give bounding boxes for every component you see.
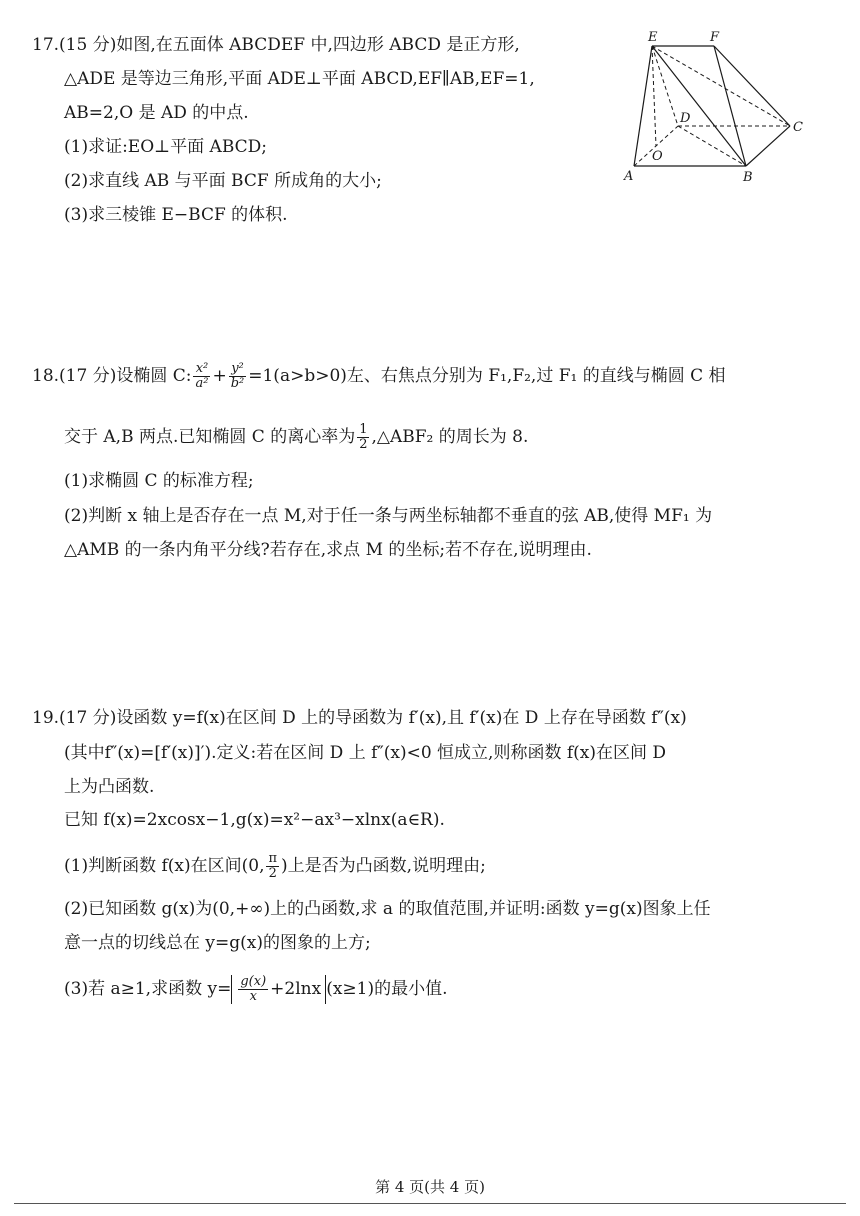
frac-pi-2: $\frac{\pi}{2}$ — [268, 851, 278, 881]
q19-line1: 19.(17 分)设函数 y=f(x)在区间 D 上的导函数为 f′(x),且 f′(x)在 D 上存在导函数 f″(x) — [32, 708, 687, 728]
q19-line4: 已知 f(x)=2xcosx−1,g(x)=x²−ax³−xlnx(a∈R). — [64, 810, 445, 830]
label-O: O — [652, 149, 663, 164]
label-B: B — [743, 170, 753, 185]
q19-line3: 上为凸函数. — [64, 777, 155, 797]
page-footer: 第 4 页(共 4 页) — [375, 1178, 485, 1196]
q18-line2: 交于 A,B 两点.已知椭圆 C 的离心率为 $\frac{1}{2}$ ,△ABF₂ 的周长为 8. — [64, 422, 529, 452]
label-E: E — [648, 30, 658, 45]
q17-part1: (1)求证:EO⊥平面 ABCD; — [64, 137, 267, 157]
q17-line3: AB=2,O 是 AD 的中点. — [64, 103, 249, 123]
q18-head: 18.(17 分)设椭圆 C: $\frac{\text{x²}}{\text{a²}}$ + $\frac{\text{y²}}{\text{b²}}$ =1(a>b>0)左、右焦点分别为 F₁,F₂,过 F₁ 的直线与椭圆 C 相 — [32, 361, 726, 391]
q19-part2-a: (2)已知函数 g(x)为(0,+∞)上的凸函数,求 a 的取值范围,并证明:函数 y=g(x)图象上任 — [64, 899, 711, 919]
label-D: D — [680, 111, 691, 126]
footer-divider — [14, 1203, 846, 1204]
q18-part2-a: (2)判断 x 轴上是否存在一点 M,对于任一条与两坐标轴都不垂直的弦 AB,使得 MF₁ 为 — [64, 506, 713, 526]
pentahedron-figure — [622, 28, 812, 188]
q17-head: 17.(15 分)如图,在五面体 ABCDEF 中,四边形 ABCD 是正方形, — [32, 35, 520, 55]
q18-part1: (1)求椭圆 C 的标准方程; — [64, 471, 254, 491]
label-F: F — [710, 30, 720, 45]
frac-y2-b2: $\frac{\text{y²}}{\text{b²}}$ — [230, 361, 245, 391]
frac-gx-x: $\frac{g(x)}{x}$ — [240, 974, 267, 1004]
frac-one-half: $\frac{1}{2}$ — [359, 422, 368, 452]
q17-part2: (2)求直线 AB 与平面 BCF 所成角的大小; — [64, 171, 382, 191]
label-A: A — [624, 169, 634, 184]
absolute-value-expression: $\frac{g(x)}{x}$ +2lnx — [231, 975, 326, 1004]
q17-part3: (3)求三棱锥 E−BCF 的体积. — [64, 205, 288, 225]
q19-part3: (3)若 a≥1,求函数 y= $\frac{g(x)}{x}$ +2lnx (x≥1)的最小值. — [64, 974, 448, 1004]
q19-part2-b: 意一点的切线总在 y=g(x)的图象的上方; — [64, 933, 371, 953]
q17-line2: △ADE 是等边三角形,平面 ADE⊥平面 ABCD,EF∥AB,EF=1, — [64, 69, 535, 89]
label-C: C — [793, 120, 803, 135]
q19-line2: (其中f″(x)=[f′(x)]′).定义:若在区间 D 上 f″(x)<0 恒成立,则称函数 f(x)在区间 D — [64, 743, 667, 763]
q18-part2-b: △AMB 的一条内角平分线?若存在,求点 M 的坐标;若不存在,说明理由. — [64, 540, 592, 560]
q19-part1: (1)判断函数 f(x)在区间(0, $\frac{\pi}{2}$ )上是否为凸函数,说明理由; — [64, 851, 486, 881]
frac-x2-a2: $\frac{\text{x²}}{\text{a²}}$ — [195, 361, 209, 391]
